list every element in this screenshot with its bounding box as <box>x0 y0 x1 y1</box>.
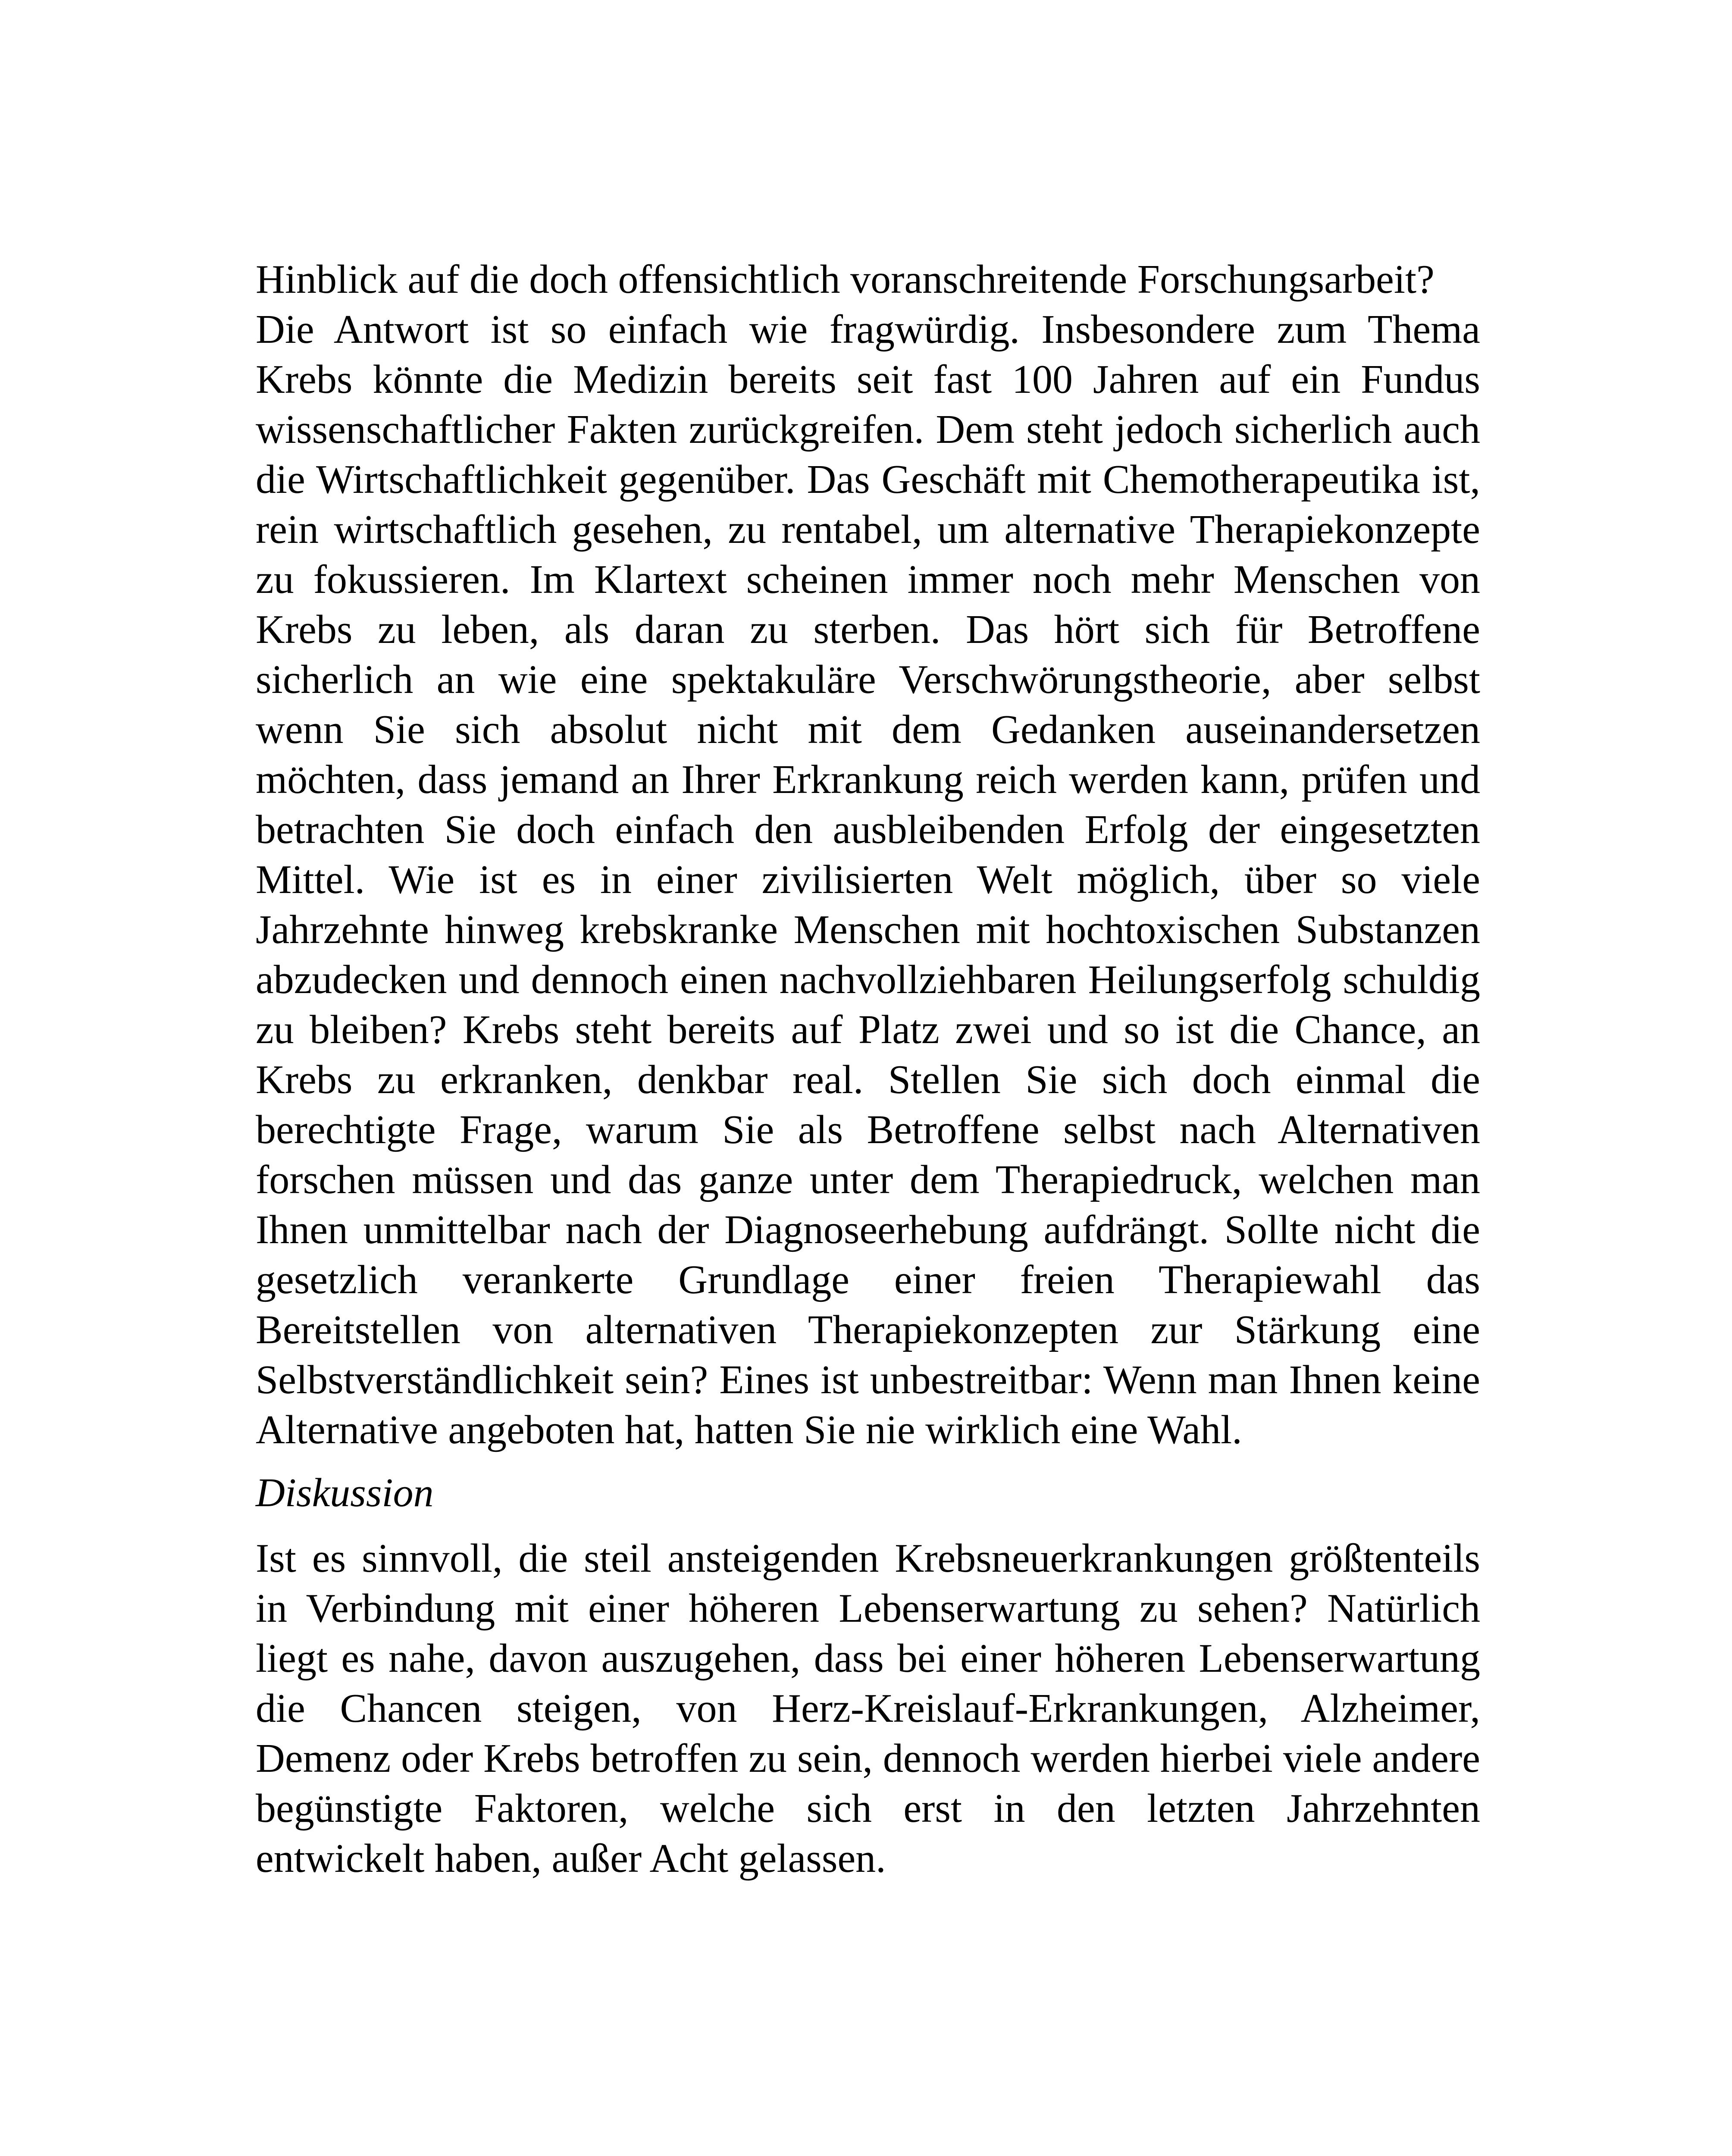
paragraph-answer: Die Antwort ist so einfach wie fragwürdig. Insbesondere zum Thema Krebs könnte die Medizin bereits seit fast 100 Jahren auf ein Fundus wissenschaftlicher Fakten zurückgreifen. Dem steht jedoch sicherlich auch die Wirtschaftlichkeit gegenüber. Das Geschäft mit Chemotherapeutika ist, rein wirtschaftlich gesehen, zu rentabel, um alternative Therapiekonzepte zu fokussieren. Im Klartext scheinen immer noch mehr Menschen von Krebs zu leben, als daran zu sterben. Das hört sich für Betroffene sicherlich an wie eine spektakuläre Verschwörungstheorie, aber selbst wenn Sie sich absolut nicht mit dem Gedanken auseinandersetzen möchten, dass jemand an Ihrer Erkrankung reich werden kann, prüfen und betrachten Sie doch einfach den ausbleibenden Erfolg der eingesetzten Mittel. Wie ist es in einer zivilisierten Welt möglich, über so viele Jahrzehnte hinweg krebskranke Menschen mit hochtoxischen Substanzen abzudecken und dennoch einen nachvollziehbaren Heilungserfolg schuldig zu bleiben? Krebs steht bereits auf Platz zwei und so ist die Chance, an Krebs zu erkranken, denkbar real. Stellen Sie sich doch einmal die berechtigte Frage, warum Sie als Betroffene selbst nach Alternativen forschen müssen und das ganze unter dem Therapiedruck, welchen man Ihnen unmittelbar nach der Diagnoseerhebung aufdrängt. Sollte nicht die gesetzlich verankerte Grundlage einer freien Therapiewahl das Bereitstellen von alternativen Therapiekonzepten zur Stärkung eine Selbstverständlichkeit sein? Eines ist unbestreitbar: Wenn man Ihnen keine Alternative angeboten hat, hatten Sie nie wirklich eine Wahl. <box>256 307 1480 1452</box>
section-heading: Diskussion <box>256 1470 434 1515</box>
document-page <box>256 254 1480 1883</box>
paragraph-continuation: Hinblick auf die doch offensichtlich voranschreitende Forschungsarbeit? <box>256 257 1434 302</box>
paragraph-discussion: Ist es sinnvoll, die steil ansteigenden Krebsneuerkrankungen größtenteils in Verbindung mit einer höheren Lebenserwartung zu sehen? Natürlich liegt es nahe, davon auszugehen, dass bei einer höheren Lebenserwartung die Chancen steigen, von Herz-Kreislauf-Erkrankungen, Alzheimer, Demenz oder Krebs betroffen zu sein, dennoch werden hierbei viele andere begünstigte Faktoren, welche sich erst in den letzten Jahrzehnten entwickelt haben, außer Acht gelassen. <box>256 1536 1480 1881</box>
